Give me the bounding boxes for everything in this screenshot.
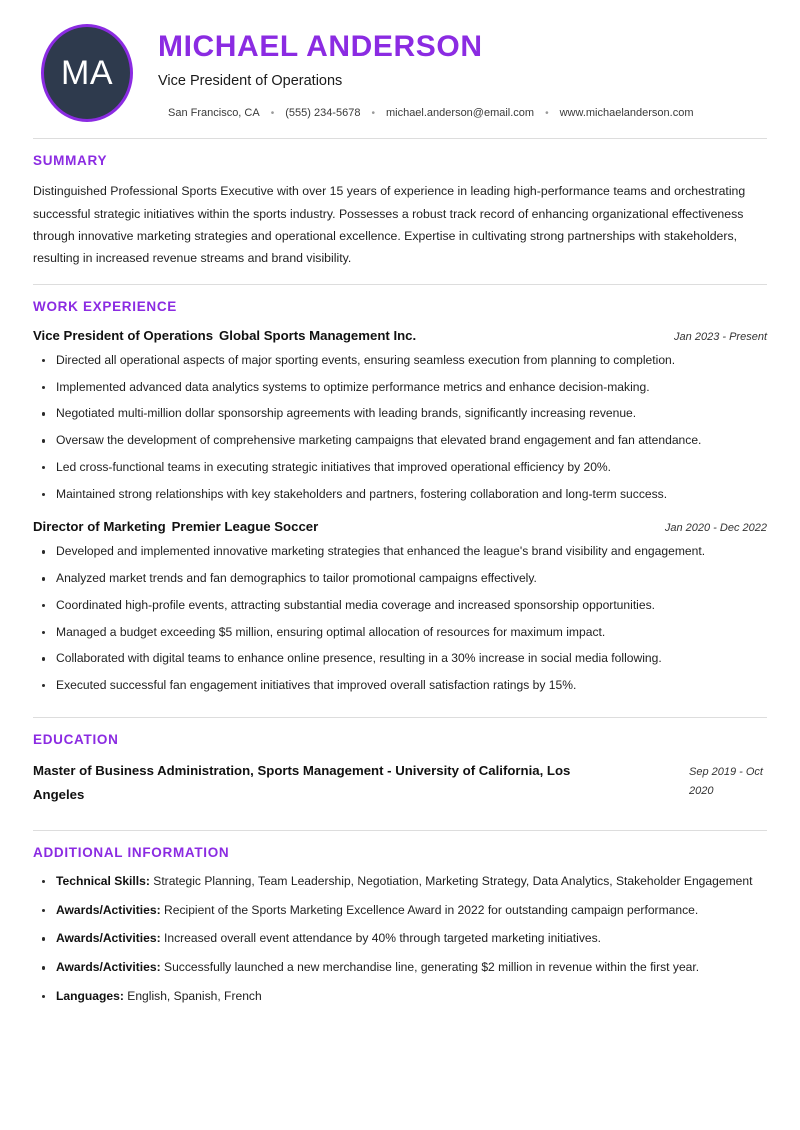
experience-company: Premier League Soccer <box>171 519 319 535</box>
section-title-additional-information: ADDITIONAL INFORMATION <box>33 844 230 860</box>
summary-text: Distinguished Professional Sports Executive with over 15 years of experience in leading high-performance teams and orchestrating successful strategic initiatives within the sports industry. Possesses a robust track record of enhancing organizational effectiveness through innovative marketing strategies and operational excellence. Expertise in cultivating strong partnerships with stakeholders, resulting in increased revenue streams and brand visibility. <box>33 184 746 266</box>
additional-info-value: Increased overall event attendance by 40% through targeted marketing initiatives. <box>164 931 601 946</box>
experience-bullet: Negotiated multi-million dollar sponsorship agreements with leading brands, significantly increasing revenue. <box>33 404 767 423</box>
experience-bullet-list <box>33 351 767 503</box>
candidate-name: MICHAEL ANDERSON <box>158 30 483 63</box>
experience-bullet: Oversaw the development of comprehensive marketing campaigns that elevated brand engagement and fan attendance. <box>33 431 767 450</box>
contact-separator-icon: • <box>270 107 275 119</box>
experience-entry <box>33 326 767 503</box>
additional-info-value: Recipient of the Sports Marketing Excellence Award in 2022 for outstanding campaign performance. <box>164 902 699 917</box>
avatar-initials: MA <box>61 54 113 92</box>
education-entry <box>33 759 767 808</box>
section-summary <box>33 139 767 270</box>
additional-info-value: English, Spanish, French <box>127 988 262 1003</box>
contact-phone[interactable]: (555) 234-5678 <box>285 106 361 119</box>
header-text-block <box>133 22 767 121</box>
section-work-experience <box>33 285 767 695</box>
contact-separator-icon: • <box>371 107 375 119</box>
experience-entry-heading <box>33 517 318 536</box>
experience-bullet: Implemented advanced data analytics systems to optimize performance metrics and enhance decision-making. <box>33 378 767 397</box>
experience-bullet: Developed and implemented innovative marketing strategies that enhanced the league's brand visibility and engagement. <box>33 542 767 561</box>
contact-location: San Francisco, CA <box>168 106 260 119</box>
contact-line <box>158 106 767 121</box>
additional-info-label: Technical Skills: <box>56 874 150 888</box>
experience-bullet: Analyzed market trends and fan demographics to tailor promotional campaigns effectively. <box>33 569 767 588</box>
additional-info-item <box>33 987 767 1006</box>
experience-date: Jan 2023 - Present <box>674 330 767 343</box>
experience-bullet: Led cross-functional teams in executing strategic initiatives that improved operational efficiency by 20%. <box>33 458 767 477</box>
avatar <box>41 24 133 122</box>
candidate-job-title: Vice President of Operations <box>158 72 343 89</box>
additional-info-item <box>33 929 767 948</box>
additional-info-label: Awards/Activities: <box>56 960 161 975</box>
additional-info-list <box>33 872 767 1006</box>
section-title-education: EDUCATION <box>33 731 119 747</box>
additional-info-item <box>33 901 767 920</box>
experience-entry-heading <box>33 326 416 345</box>
experience-bullet-list <box>33 542 767 694</box>
experience-company: Global Sports Management Inc. <box>219 327 417 343</box>
education-degree: Master of Business Administration, Sports Management - University of California, Los Angeles <box>33 762 571 803</box>
additional-info-item <box>33 958 767 977</box>
experience-bullet: Directed all operational aspects of major sporting events, ensuring seamless execution from planning to completion. <box>33 351 767 370</box>
additional-info-value: Successfully launched a new merchandise line, generating $2 million in revenue within the first year. <box>164 960 700 975</box>
experience-role: Director of Marketing <box>33 519 166 535</box>
education-date: Sep 2019 - Oct 2020 <box>689 765 763 798</box>
experience-bullet: Managed a budget exceeding $5 million, ensuring optimal allocation of resources for maximum impact. <box>33 623 767 642</box>
additional-info-label: Awards/Activities: <box>56 902 161 917</box>
additional-info-value: Strategic Planning, Team Leadership, Negotiation, Marketing Strategy, Data Analytics, Stakeholder Engagement <box>153 874 753 888</box>
experience-date: Jan 2020 - Dec 2022 <box>664 522 767 535</box>
experience-bullet: Maintained strong relationships with key stakeholders and partners, fostering collaboration and long-term success. <box>33 485 767 504</box>
experience-bullet: Executed successful fan engagement initiatives that improved overall satisfaction ratings by 15%. <box>33 676 767 695</box>
experience-entry <box>33 517 767 694</box>
resume-header <box>33 0 767 132</box>
additional-info-label: Awards/Activities: <box>56 931 161 946</box>
experience-entry-header <box>33 326 767 346</box>
contact-separator-icon: • <box>545 107 549 119</box>
additional-info-label: Languages: <box>56 988 124 1003</box>
experience-bullet: Collaborated with digital teams to enhance online presence, resulting in a 30% increase in social media following. <box>33 649 767 668</box>
experience-bullet: Coordinated high-profile events, attracting substantial media coverage and increased sponsorship opportunities. <box>33 596 767 615</box>
experience-role: Vice President of Operations <box>33 327 214 343</box>
section-education <box>33 718 767 808</box>
contact-email[interactable]: michael.anderson@email.com <box>385 106 535 119</box>
contact-website[interactable]: www.michaelanderson.com <box>559 106 694 119</box>
additional-info-item <box>33 872 767 891</box>
section-title-work-experience: WORK EXPERIENCE <box>33 298 178 314</box>
experience-entry-header <box>33 517 767 537</box>
section-title-summary: SUMMARY <box>33 153 108 168</box>
section-additional-information <box>33 831 767 1006</box>
